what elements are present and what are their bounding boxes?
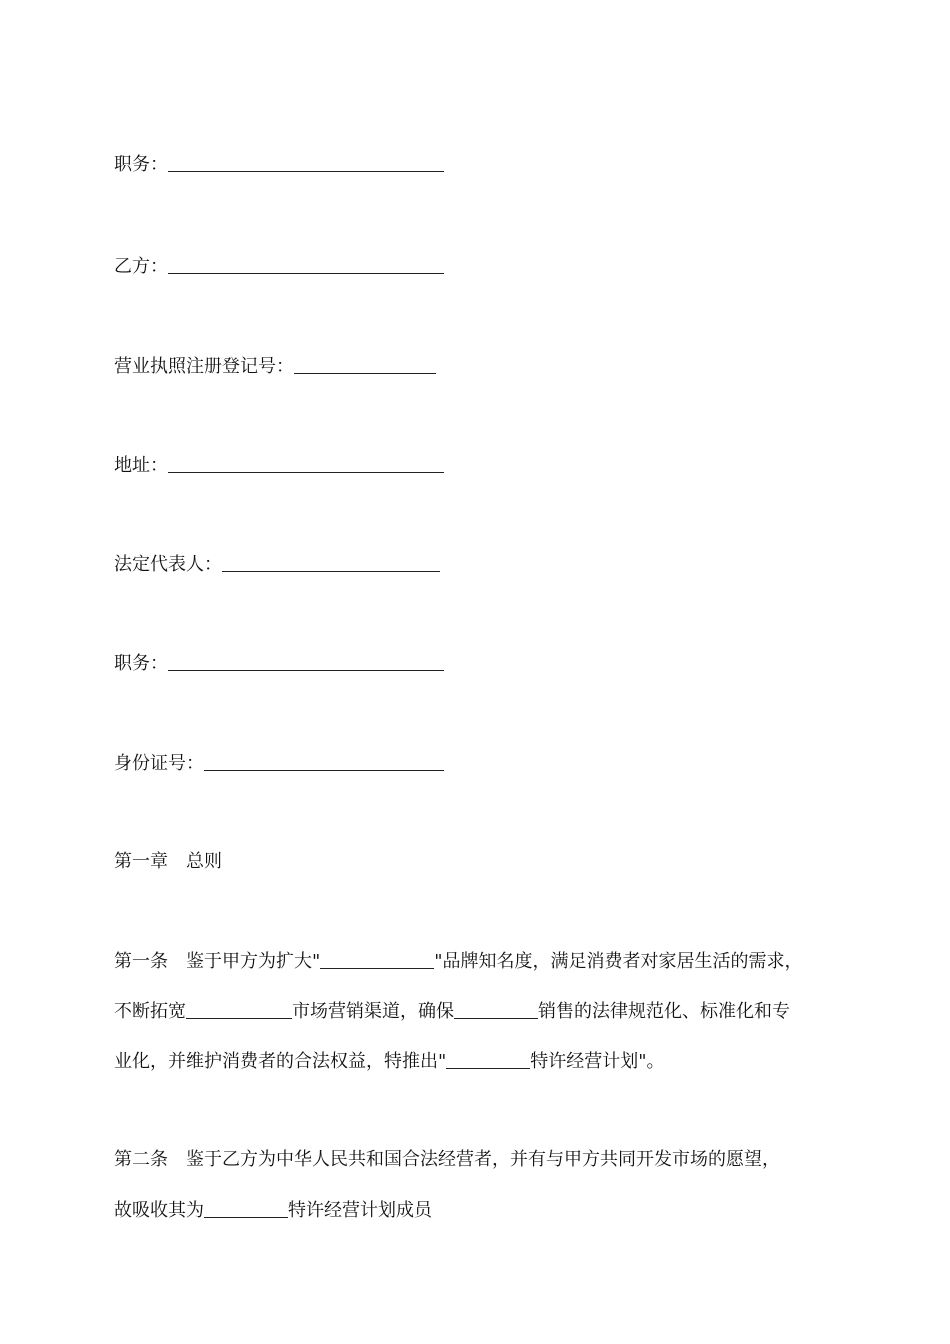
- id-number-label: 身份证号：: [114, 753, 204, 774]
- party-b-field: [114, 253, 444, 279]
- position-b-blank: [168, 652, 444, 671]
- article-1-line-2: [114, 998, 790, 1024]
- license-number-blank: [294, 355, 436, 374]
- market-blank: [186, 1000, 292, 1019]
- article-1-text: 业化，并维护消费者的合法权益，特推出": [114, 1051, 447, 1072]
- party-b-blank: [168, 255, 444, 274]
- article-1-text: 第一条 鉴于甲方为扩大": [114, 951, 321, 972]
- brand-blank: [320, 950, 434, 969]
- plan-blank: [446, 1050, 530, 1069]
- id-number-blank: [204, 752, 444, 771]
- chapter-title: 第一章 总则: [114, 851, 222, 872]
- sales-blank: [454, 1000, 538, 1019]
- position-b-field: [114, 650, 444, 676]
- article-1-text: 市场营销渠道，确保: [292, 1001, 454, 1022]
- license-number-label: 营业执照注册登记号：: [114, 356, 294, 377]
- position-b-label: 职务：: [114, 653, 168, 674]
- address-label: 地址：: [114, 455, 168, 476]
- member-blank: [204, 1199, 288, 1218]
- article-1-text: 特许经营计划"。: [530, 1051, 665, 1072]
- legal-representative-label: 法定代表人：: [114, 554, 222, 575]
- legal-representative-field: [114, 551, 440, 577]
- article-1-line-3: [114, 1048, 665, 1074]
- license-number-field: [114, 353, 436, 379]
- address-field: [114, 452, 444, 478]
- position-field: [114, 151, 444, 177]
- id-number-field: [114, 750, 444, 776]
- address-blank: [168, 454, 444, 473]
- article-2-line-1: 第二条 鉴于乙方为中华人民共和国合法经营者，并有与甲方共同开发市场的愿望，: [114, 1149, 780, 1170]
- position-label: 职务：: [114, 154, 168, 175]
- legal-representative-blank: [222, 553, 440, 572]
- article-1-line-1: [114, 948, 803, 974]
- party-b-label: 乙方：: [114, 256, 168, 277]
- position-blank: [168, 153, 444, 172]
- article-1-text: 不断拓宽: [114, 1001, 186, 1022]
- article-1-text: "品牌知名度，满足消费者对家居生活的需求，: [434, 951, 803, 972]
- article-2-text: 故吸收其为: [114, 1200, 204, 1221]
- article-1-text: 销售的法律规范化、标准化和专: [538, 1001, 790, 1022]
- article-2-line-2: [114, 1197, 432, 1223]
- article-2-text: 特许经营计划成员: [288, 1200, 432, 1221]
